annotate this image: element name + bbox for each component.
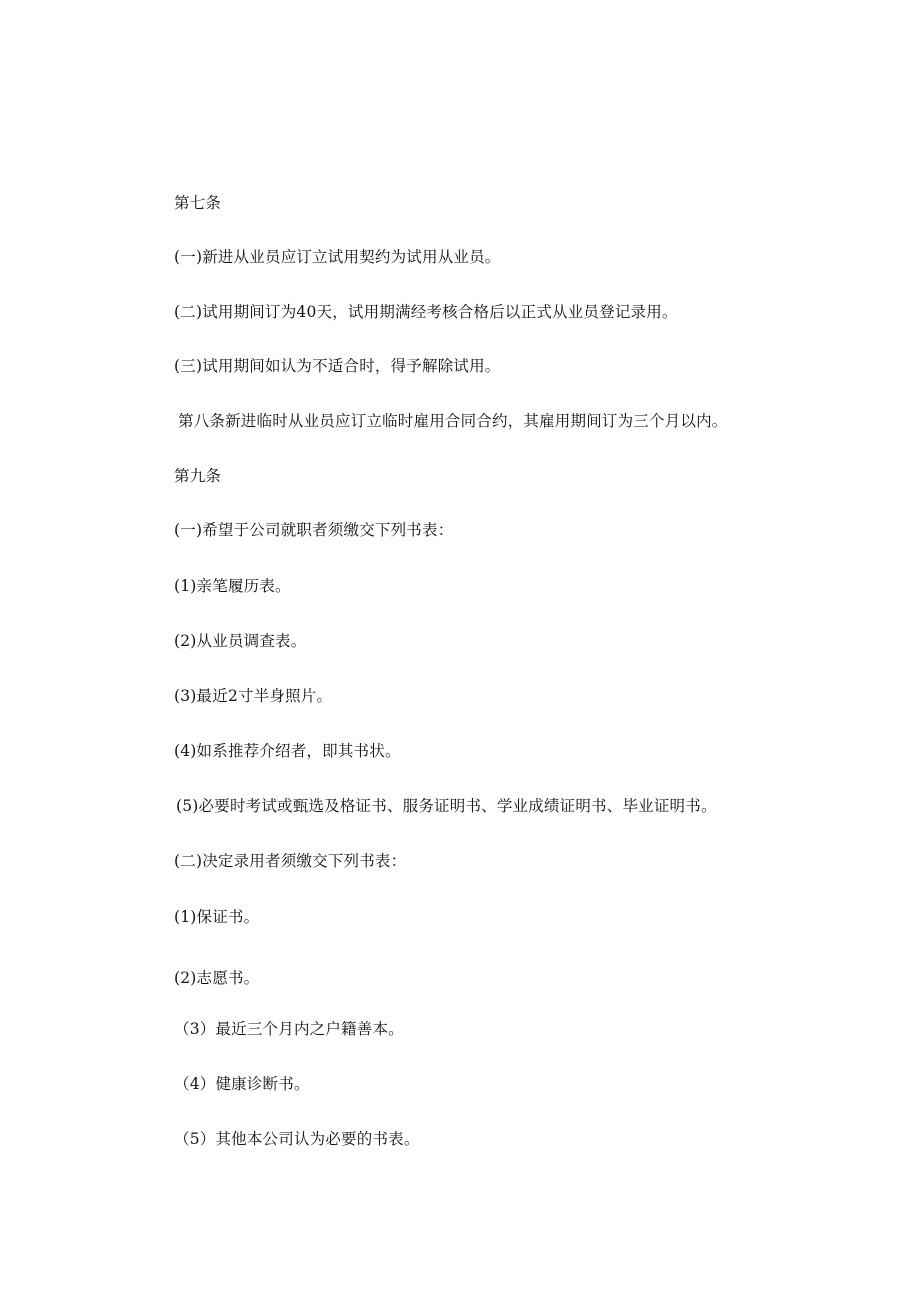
article-9-section-1-item-1: (1)亲笔履历表。 xyxy=(174,577,291,595)
article-7-item-3: (三)试用期间如认为不适合时，得予解除试用。 xyxy=(174,357,501,375)
article-7-heading: 第七条 xyxy=(174,194,222,212)
article-7-item-1: (一)新进从业员应订立试用契约为试用从业员。 xyxy=(174,248,501,266)
article-9-section-1-item-4: (4)如系推荐介绍者，即其书状。 xyxy=(174,742,401,760)
article-9-section-1-item-5: (5)必要时考试或甄选及格证书、服务证明书、学业成绩证明书、毕业证明书。 xyxy=(176,797,717,815)
article-9-heading: 第九条 xyxy=(174,467,222,485)
article-9-section-2-item-3: （3）最近三个月内之户籍善本。 xyxy=(174,1020,404,1038)
article-9-section-2-item-1: (1)保证书。 xyxy=(174,908,260,926)
article-9-section-2-item-2: (2)志愿书。 xyxy=(174,969,260,987)
article-9-section-1-item-3: (3)最近2寸半身照片。 xyxy=(174,687,333,705)
article-9-section-1-item-2: (2)从业员调查表。 xyxy=(174,632,307,650)
article-9-section-1: (一)希望于公司就职者须缴交下列书表： xyxy=(174,521,454,539)
article-9-section-2: (二)决定录用者须缴交下列书表： xyxy=(174,852,407,870)
article-9-section-2-item-4: （4）健康诊断书。 xyxy=(174,1075,310,1093)
article-7-item-2: (二)试用期间订为40天，试用期满经考核合格后以正式从业员登记录用。 xyxy=(174,303,678,321)
article-9-section-2-item-5: （5）其他本公司认为必要的书表。 xyxy=(174,1130,420,1148)
article-8-text: 第八条新进临时从业员应订立临时雇用合同合约，其雇用期间订为三个月以内。 xyxy=(178,412,728,430)
